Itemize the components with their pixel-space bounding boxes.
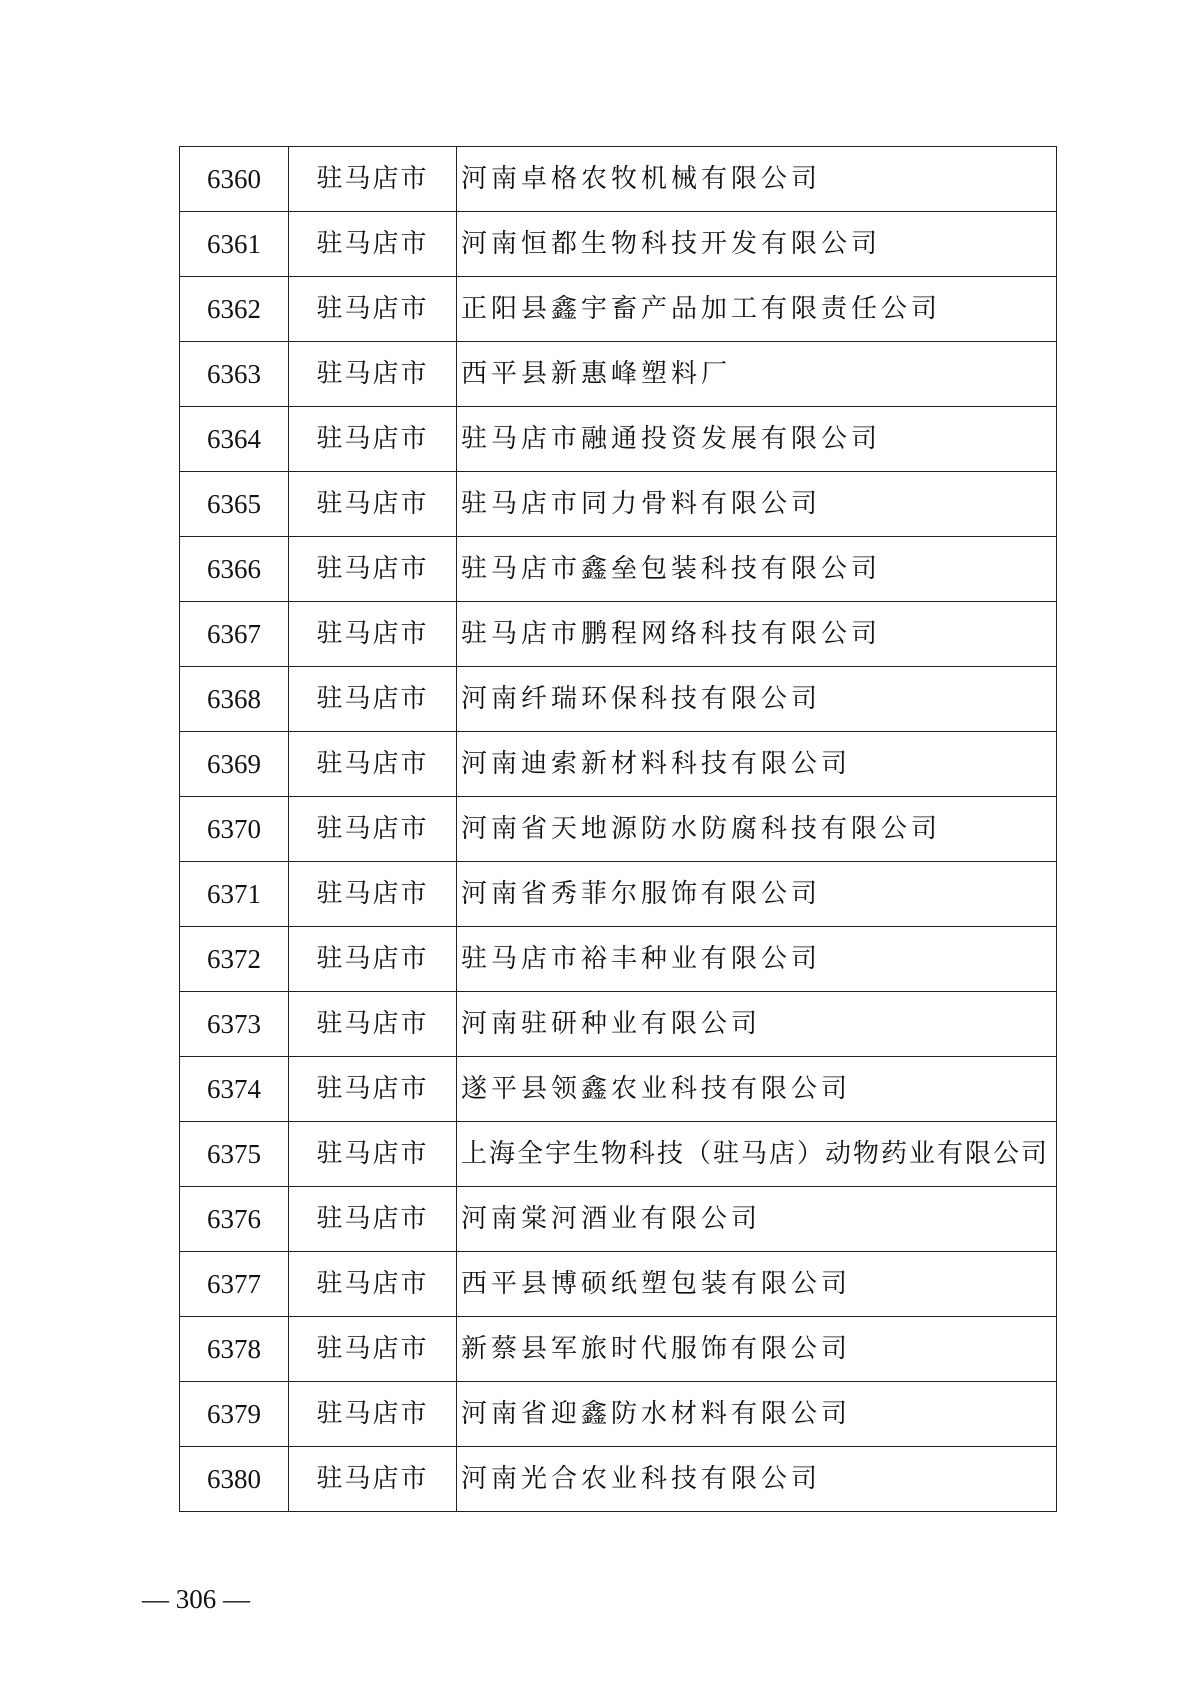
row-city: 驻马店市 (289, 1252, 457, 1317)
row-company-name: 河南省秀菲尔服饰有限公司 (457, 862, 1057, 927)
row-city: 驻马店市 (289, 1187, 457, 1252)
table-row (180, 342, 1057, 407)
row-company-name: 驻马店市同力骨料有限公司 (457, 472, 1057, 537)
table-row (180, 1447, 1057, 1512)
table-row (180, 407, 1057, 472)
row-number: 6375 (180, 1122, 289, 1187)
row-number: 6377 (180, 1252, 289, 1317)
row-city: 驻马店市 (289, 1057, 457, 1122)
row-city: 驻马店市 (289, 862, 457, 927)
row-number: 6364 (180, 407, 289, 472)
row-number: 6370 (180, 797, 289, 862)
row-company-name: 河南棠河酒业有限公司 (457, 1187, 1057, 1252)
row-city: 驻马店市 (289, 537, 457, 602)
row-company-name: 河南省迎鑫防水材料有限公司 (457, 1382, 1057, 1447)
row-city: 驻马店市 (289, 1382, 457, 1447)
row-city: 驻马店市 (289, 992, 457, 1057)
table-row (180, 277, 1057, 342)
row-city: 驻马店市 (289, 147, 457, 212)
table-row (180, 212, 1057, 277)
table-row (180, 732, 1057, 797)
row-city: 驻马店市 (289, 732, 457, 797)
row-number: 6374 (180, 1057, 289, 1122)
row-company-name: 上海全宇生物科技（驻马店）动物药业有限公司 (457, 1122, 1057, 1187)
row-number: 6368 (180, 667, 289, 732)
table-row (180, 472, 1057, 537)
row-city: 驻马店市 (289, 667, 457, 732)
table-row (180, 1122, 1057, 1187)
row-number: 6365 (180, 472, 289, 537)
row-number: 6367 (180, 602, 289, 667)
row-number: 6362 (180, 277, 289, 342)
table-row (180, 602, 1057, 667)
row-number: 6372 (180, 927, 289, 992)
table-row (180, 797, 1057, 862)
row-number: 6371 (180, 862, 289, 927)
row-company-name: 河南迪索新材料科技有限公司 (457, 732, 1057, 797)
table-row (180, 1057, 1057, 1122)
row-city: 驻马店市 (289, 277, 457, 342)
table-row (180, 147, 1057, 212)
page-number: — 306 — (142, 1584, 250, 1614)
row-city: 驻马店市 (289, 1122, 457, 1187)
row-company-name: 河南恒都生物科技开发有限公司 (457, 212, 1057, 277)
row-number: 6380 (180, 1447, 289, 1512)
row-company-name: 西平县博硕纸塑包装有限公司 (457, 1252, 1057, 1317)
company-list-table (179, 146, 1057, 1512)
row-company-name: 遂平县领鑫农业科技有限公司 (457, 1057, 1057, 1122)
row-company-name: 西平县新惠峰塑料厂 (457, 342, 1057, 407)
row-company-name: 河南光合农业科技有限公司 (457, 1447, 1057, 1512)
row-number: 6363 (180, 342, 289, 407)
table-row (180, 862, 1057, 927)
row-city: 驻马店市 (289, 927, 457, 992)
row-number: 6373 (180, 992, 289, 1057)
row-city: 驻马店市 (289, 602, 457, 667)
row-city: 驻马店市 (289, 1447, 457, 1512)
table-row (180, 1187, 1057, 1252)
row-number: 6369 (180, 732, 289, 797)
table-row (180, 927, 1057, 992)
row-company-name: 河南纤瑞环保科技有限公司 (457, 667, 1057, 732)
row-company-name: 驻马店市鹏程网络科技有限公司 (457, 602, 1057, 667)
row-company-name: 驻马店市裕丰种业有限公司 (457, 927, 1057, 992)
table-body (180, 147, 1057, 1512)
row-company-name: 新蔡县军旅时代服饰有限公司 (457, 1317, 1057, 1382)
table-row (180, 992, 1057, 1057)
row-number: 6360 (180, 147, 289, 212)
row-company-name: 驻马店市融通投资发展有限公司 (457, 407, 1057, 472)
row-number: 6361 (180, 212, 289, 277)
row-company-name: 河南驻研种业有限公司 (457, 992, 1057, 1057)
row-city: 驻马店市 (289, 212, 457, 277)
row-number: 6366 (180, 537, 289, 602)
row-company-name: 河南卓格农牧机械有限公司 (457, 147, 1057, 212)
row-city: 驻马店市 (289, 342, 457, 407)
row-company-name: 驻马店市鑫垒包装科技有限公司 (457, 537, 1057, 602)
row-company-name: 河南省天地源防水防腐科技有限公司 (457, 797, 1057, 862)
row-company-name: 正阳县鑫宇畜产品加工有限责任公司 (457, 277, 1057, 342)
table-row (180, 1252, 1057, 1317)
row-city: 驻马店市 (289, 407, 457, 472)
row-city: 驻马店市 (289, 1317, 457, 1382)
table-row (180, 537, 1057, 602)
row-city: 驻马店市 (289, 472, 457, 537)
table-row (180, 667, 1057, 732)
row-number: 6376 (180, 1187, 289, 1252)
row-city: 驻马店市 (289, 797, 457, 862)
table-row (180, 1317, 1057, 1382)
table-row (180, 1382, 1057, 1447)
row-number: 6378 (180, 1317, 289, 1382)
row-number: 6379 (180, 1382, 289, 1447)
